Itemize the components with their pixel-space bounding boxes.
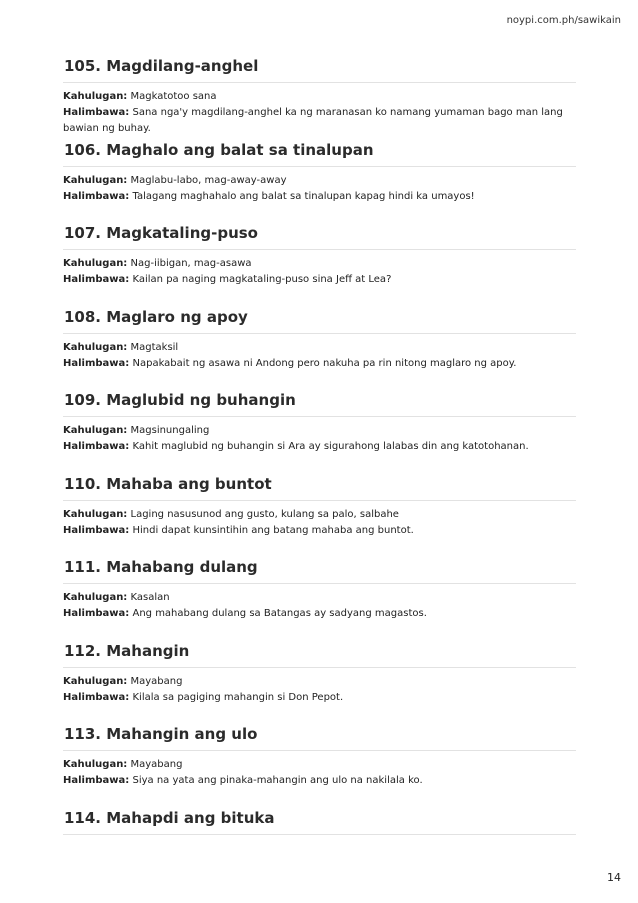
entry-title: 106. Maghalo ang balat sa tinalupan [64, 140, 374, 159]
example-label: Halimbawa: [63, 107, 130, 118]
meaning-line [63, 173, 576, 189]
meaning-line [63, 674, 576, 690]
example-text: Hindi dapat kunsintihin ang batang mahaba ang buntot. [132, 524, 414, 536]
example-text: Talagang maghahalo ang balat sa tinalupan kapag hindi ka umayos! [132, 190, 475, 202]
meaning-line [63, 757, 576, 773]
example-text: Kilala sa pagiging mahangin si Don Pepot. [132, 691, 344, 703]
entry-110 [63, 474, 576, 558]
example-text: Siya na yata ang pinaka-mahangin ang ulo na nakilala ko. [132, 775, 423, 786]
meaning-line [63, 256, 576, 272]
divider [63, 166, 576, 167]
example-line [63, 523, 576, 539]
entry-title: 107. Magkataling-puso [64, 224, 258, 242]
entry-title: 111. Mahabang dulang [64, 558, 258, 576]
divider [63, 82, 576, 83]
entry-title: 105. Magdilang-anghel [64, 57, 259, 75]
example-text: Sana nga'y magdilang-anghel ka ng maranasan ko namang yumaman bago man lang bawian ng buhay. [63, 107, 563, 134]
meaning-text: Laging nasusunod ang gusto, kulang sa palo, salbahe [130, 508, 399, 520]
example-line [63, 105, 576, 137]
example-label: Halimbawa: [63, 357, 130, 369]
divider [63, 583, 576, 584]
example-label: Halimbawa: [63, 190, 130, 202]
meaning-line [63, 423, 576, 439]
example-text: Ang mahabang dulang sa Batangas ay sadyang magastos. [132, 608, 427, 619]
example-line [63, 439, 576, 455]
meaning-text: Magtaksil [130, 341, 179, 353]
entry-title: 112. Mahangin [64, 641, 190, 660]
divider [63, 249, 576, 250]
source-url: noypi.com.ph/sawikain [506, 15, 621, 26]
meaning-text: Kasalan [130, 592, 170, 603]
entry-108 [63, 307, 576, 391]
entry-111 [63, 557, 576, 641]
entry-113 [63, 724, 576, 808]
example-label: Halimbawa: [63, 608, 130, 619]
divider [63, 333, 576, 334]
example-line [63, 606, 576, 622]
meaning-label: Kahulugan: [63, 341, 128, 353]
page-number: 14 [607, 871, 621, 884]
meaning-line [63, 507, 576, 523]
meaning-text: Maglabu-labo, mag-away-away [130, 174, 287, 186]
meaning-line [63, 590, 576, 606]
meaning-label: Kahulugan: [63, 759, 128, 770]
example-label: Halimbawa: [63, 524, 130, 536]
meaning-label: Kahulugan: [63, 258, 128, 269]
meaning-label: Kahulugan: [63, 675, 128, 687]
example-line [63, 773, 576, 789]
entry-107 [63, 223, 576, 307]
entry-109 [63, 390, 576, 474]
entry-105 [63, 56, 576, 140]
example-label: Halimbawa: [63, 691, 130, 703]
example-label: Halimbawa: [63, 775, 130, 786]
meaning-label: Kahulugan: [63, 174, 128, 186]
entry-106 [63, 140, 576, 224]
entry-114 [63, 808, 576, 892]
meaning-line [63, 340, 576, 356]
entry-title: 113. Mahangin ang ulo [64, 725, 258, 743]
glossary-content [63, 56, 576, 891]
meaning-text: Nag-iibigan, mag-asawa [130, 258, 252, 269]
example-line [63, 690, 576, 706]
example-text: Kahit maglubid ng buhangin si Ara ay sigurahong lalabas din ang katotohanan. [132, 441, 529, 452]
example-label: Halimbawa: [63, 274, 130, 285]
meaning-text: Mayabang [130, 675, 183, 687]
example-text: Kailan pa naging magkataling-puso sina Jeff at Lea? [132, 274, 392, 285]
entry-title: 114. Mahapdi ang bituka [64, 808, 275, 827]
entry-title: 110. Mahaba ang buntot [64, 474, 272, 493]
example-line [63, 272, 576, 288]
divider [63, 416, 576, 417]
entry-title: 108. Maglaro ng apoy [64, 307, 248, 326]
example-line [63, 356, 576, 372]
entry-112 [63, 641, 576, 725]
meaning-line [63, 89, 576, 105]
divider [63, 500, 576, 501]
meaning-text: Magkatotoo sana [130, 91, 217, 102]
example-text: Napakabait ng asawa ni Andong pero nakuha pa rin nitong maglaro ng apoy. [132, 357, 517, 369]
meaning-label: Kahulugan: [63, 508, 128, 520]
meaning-text: Magsinungaling [130, 425, 210, 436]
meaning-label: Kahulugan: [63, 592, 128, 603]
example-line [63, 189, 576, 205]
meaning-label: Kahulugan: [63, 425, 128, 436]
divider [63, 834, 576, 835]
meaning-label: Kahulugan: [63, 91, 128, 102]
meaning-text: Mayabang [130, 759, 183, 770]
divider [63, 667, 576, 668]
example-label: Halimbawa: [63, 441, 130, 452]
entry-title: 109. Maglubid ng buhangin [64, 391, 296, 409]
divider [63, 750, 576, 751]
